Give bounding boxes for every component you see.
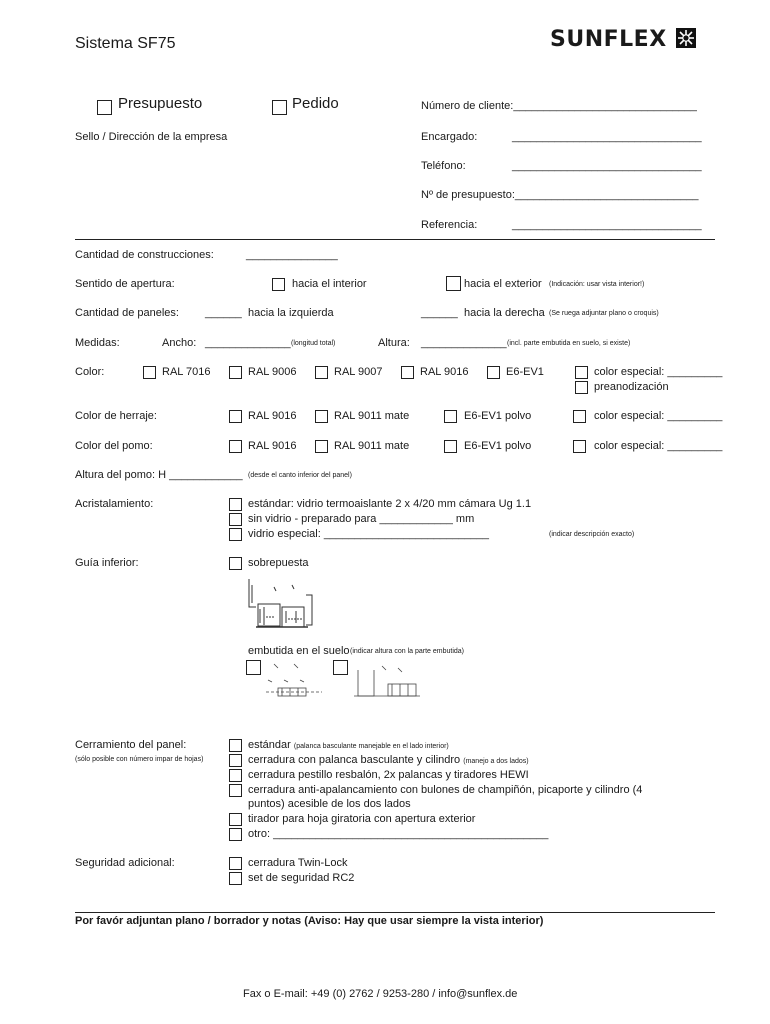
- twin-lock-checkbox[interactable]: [229, 857, 242, 870]
- footer-note: Por favór adjuntan plano / borrador y notas (Aviso: Hay que usar siempre la vista interior): [75, 915, 544, 927]
- sello-label: Sello / Dirección de la empresa: [75, 131, 228, 143]
- herraje-option: RAL 9011 mate: [334, 410, 410, 422]
- pedido-checkbox[interactable]: [272, 100, 287, 115]
- construcciones-label: Cantidad de construcciones:: [75, 249, 214, 261]
- izquierda-field[interactable]: ______: [205, 307, 242, 319]
- embutida-alt-profile-drawing: [352, 660, 422, 700]
- seguridad-option: set de seguridad RC2: [248, 872, 355, 884]
- presupuesto-number-field[interactable]: Nº de presupuesto:______________________________: [421, 189, 699, 201]
- herraje-ral9016-checkbox[interactable]: [229, 410, 242, 423]
- acristalamiento-option: sin vidrio - preparado para ____________ mm: [248, 513, 475, 525]
- sobrepuesta-label: sobrepuesta: [248, 557, 309, 569]
- cerramiento-tirador-checkbox[interactable]: [229, 813, 242, 826]
- medidas-label: Medidas:: [75, 337, 120, 349]
- pomo-especial-field[interactable]: color especial: _________: [594, 440, 723, 452]
- color-option: RAL 9016: [420, 366, 469, 378]
- sobrepuesta-profile-drawing: [246, 577, 318, 633]
- pomo-especial-checkbox[interactable]: [573, 440, 586, 453]
- referencia-field[interactable]: _______________________________: [512, 219, 702, 231]
- color-ral9016-checkbox[interactable]: [401, 366, 414, 379]
- altura-note: (incl. parte embutida en suelo, si existe): [507, 340, 631, 347]
- embutida-label: embutida en el suelo: [248, 645, 350, 657]
- encargado-field[interactable]: _______________________________: [512, 131, 702, 143]
- cerramiento-option-text: cerradura con palanca basculante y cilindro: [248, 754, 461, 766]
- color-option: E6-EV1: [506, 366, 544, 378]
- embutida-note: (indicar altura con la parte embutida): [350, 648, 465, 655]
- cerramiento-option-note: (palanca basculante manejable en el lado interior): [293, 743, 449, 750]
- sun-icon: [675, 27, 697, 49]
- acristalamiento-note: (indicar descripción exacto): [549, 531, 635, 538]
- preanodizacion-checkbox[interactable]: [575, 381, 588, 394]
- interior-checkbox[interactable]: [272, 278, 285, 291]
- embutida-option1-checkbox[interactable]: [246, 660, 261, 675]
- acristalamiento-sin-vidrio-checkbox[interactable]: [229, 513, 242, 526]
- ancho-label: Ancho:: [162, 337, 197, 349]
- section-divider: [75, 239, 715, 240]
- color-ral9006-checkbox[interactable]: [229, 366, 242, 379]
- pomo-option: RAL 9016: [248, 440, 297, 452]
- cerramiento-anti-apalancamiento-checkbox[interactable]: [229, 784, 242, 797]
- numero-cliente-field[interactable]: Número de cliente:______________________________: [421, 100, 697, 112]
- preanodizacion-label: preanodización: [594, 381, 669, 393]
- herraje-option: E6-EV1 polvo: [464, 410, 532, 422]
- herraje-option: RAL 9016: [248, 410, 297, 422]
- color-e6ev1-checkbox[interactable]: [487, 366, 500, 379]
- sunflex-logo: [550, 27, 697, 52]
- paneles-note: (Se ruega adjuntar plano o croquis): [549, 310, 659, 317]
- sobrepuesta-checkbox[interactable]: [229, 557, 242, 570]
- herraje-especial-field[interactable]: color especial: _________: [594, 410, 723, 422]
- apertura-note: (Indicación: usar vista interior!): [549, 281, 645, 288]
- interior-label: hacia el interior: [292, 278, 367, 290]
- acristalamiento-especial-checkbox[interactable]: [229, 528, 242, 541]
- color-especial-field[interactable]: color especial: _________: [594, 366, 723, 378]
- cerramiento-otro-checkbox[interactable]: [229, 828, 242, 841]
- telefono-label: Teléfono:: [421, 160, 466, 172]
- pomo-label: Color del pomo:: [75, 440, 153, 452]
- seguridad-label: Seguridad adicional:: [75, 857, 175, 869]
- herraje-ral9011-checkbox[interactable]: [315, 410, 328, 423]
- contact-info: Fax o E-mail: +49 (0) 2762 / 9253-280 / info@sunflex.de: [243, 988, 518, 1000]
- cerramiento-option: [248, 739, 449, 751]
- herraje-e6ev1-checkbox[interactable]: [444, 410, 457, 423]
- altura-pomo-field[interactable]: Altura del pomo: H ____________: [75, 469, 243, 481]
- presupuesto-checkbox[interactable]: [97, 100, 112, 115]
- footer-divider: [75, 912, 715, 913]
- embutida-option2-checkbox[interactable]: [333, 660, 348, 675]
- cerramiento-option-text: estándar: [248, 739, 291, 751]
- altura-pomo-note: (desde el canto inferior del panel): [248, 472, 352, 479]
- cerramiento-estandar-checkbox[interactable]: [229, 739, 242, 752]
- exterior-label: hacia el exterior: [464, 278, 542, 290]
- pedido-label: Pedido: [292, 95, 339, 112]
- seguridad-option: cerradura Twin-Lock: [248, 857, 348, 869]
- altura-label: Altura:: [378, 337, 410, 349]
- pomo-option: RAL 9011 mate: [334, 440, 410, 452]
- acristalamiento-option: vidrio especial: ___________________________: [248, 528, 489, 540]
- exterior-checkbox[interactable]: [446, 276, 461, 291]
- color-ral9007-checkbox[interactable]: [315, 366, 328, 379]
- telefono-field[interactable]: _______________________________: [512, 160, 702, 172]
- logo-text: SUNFLEX: [550, 27, 667, 52]
- cerramiento-continuation: puntos) acesible de los dos lados: [248, 798, 411, 810]
- paneles-label: Cantidad de paneles:: [75, 307, 179, 319]
- color-option: RAL 7016: [162, 366, 211, 378]
- derecha-field[interactable]: ______: [421, 307, 458, 319]
- color-especial-checkbox[interactable]: [575, 366, 588, 379]
- cerramiento-option-note: (manejo a dos lados): [463, 758, 529, 765]
- herraje-especial-checkbox[interactable]: [573, 410, 586, 423]
- color-label: Color:: [75, 366, 105, 378]
- apertura-label: Sentido de apertura:: [75, 278, 175, 290]
- acristalamiento-option: estándar: vidrio termoaislante 2 x 4/20 mm cámara Ug 1.1: [248, 498, 532, 510]
- referencia-label: Referencia:: [421, 219, 478, 231]
- pomo-ral9016-checkbox[interactable]: [229, 440, 242, 453]
- system-title: Sistema SF75: [75, 35, 176, 52]
- cerramiento-option-text: tirador para hoja giratoria con apertura exterior: [248, 813, 476, 825]
- pomo-e6ev1-checkbox[interactable]: [444, 440, 457, 453]
- pomo-ral9011-checkbox[interactable]: [315, 440, 328, 453]
- cerramiento-otro-field[interactable]: otro: _____________________________________________: [248, 828, 549, 840]
- acristalamiento-label: Acristalamiento:: [75, 498, 154, 510]
- rc2-checkbox[interactable]: [229, 872, 242, 885]
- cerramiento-option: [248, 754, 529, 766]
- ancho-note: (longitud total): [291, 340, 336, 347]
- derecha-label: hacia la derecha: [464, 307, 545, 319]
- cerramiento-hewi-checkbox[interactable]: [229, 769, 242, 782]
- color-option: RAL 9006: [248, 366, 297, 378]
- cerramiento-sublabel: (sólo posible con número impar de hojas): [75, 756, 204, 763]
- embutida-profile-drawing: [264, 660, 324, 700]
- altura-field[interactable]: ______________: [421, 337, 507, 349]
- cerramiento-label: Cerramiento del panel:: [75, 739, 187, 751]
- izquierda-label: hacia la izquierda: [248, 307, 334, 319]
- herraje-label: Color de herraje:: [75, 410, 157, 422]
- cerramiento-cilindro-checkbox[interactable]: [229, 754, 242, 767]
- pomo-option: E6-EV1 polvo: [464, 440, 532, 452]
- encargado-label: Encargado:: [421, 131, 478, 143]
- guia-label: Guía inferior:: [75, 557, 139, 569]
- cerramiento-option-text: cerradura pestillo resbalón, 2x palancas y tiradores HEWI: [248, 769, 529, 781]
- acristalamiento-estandar-checkbox[interactable]: [229, 498, 242, 511]
- presupuesto-label: Presupuesto: [118, 95, 203, 112]
- color-option: RAL 9007: [334, 366, 383, 378]
- ancho-field[interactable]: ______________: [205, 337, 291, 349]
- cerramiento-option-text: cerradura anti-apalancamiento con bulones de champiñón, picaporte y cilindro (4: [248, 784, 643, 796]
- color-ral7016-checkbox[interactable]: [143, 366, 156, 379]
- construcciones-field[interactable]: _______________: [246, 249, 338, 261]
